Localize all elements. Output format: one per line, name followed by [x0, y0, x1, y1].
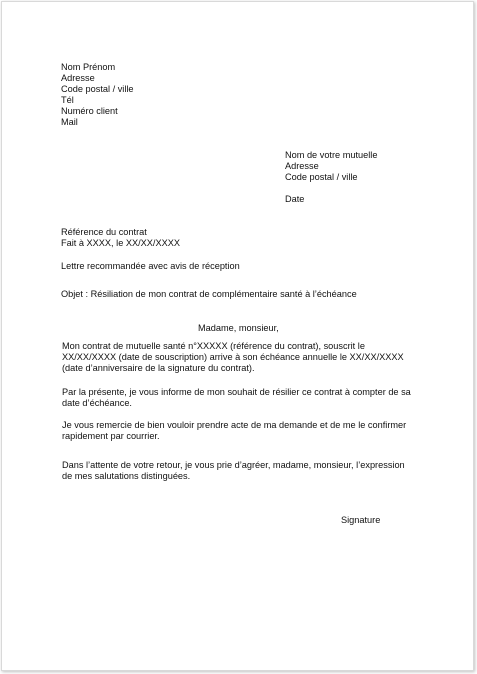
paragraph-line: Dans l’attente de votre retour, je vous prie d’agréer, madame, monsieur, l’expression: [62, 460, 405, 470]
contract-reference-block: [61, 227, 180, 249]
paragraph-line: date d’échéance.: [62, 398, 132, 408]
letter-subject: Objet : Résiliation de mon contrat de complémentaire santé à l’échéance: [61, 289, 357, 299]
recipient-address: Adresse: [285, 161, 319, 171]
recipient-postal-city: Code postal / ville: [285, 172, 358, 182]
letter-date: Date: [285, 194, 305, 204]
paragraph-line: Mon contrat de mutuelle santé n°XXXXX (référence du contrat), souscrit le: [62, 341, 365, 351]
paragraph-line: (date d’anniversaire de la signature du contrat).: [62, 363, 255, 373]
paragraph-closing: [62, 460, 422, 482]
paragraph-line: Par la présente, je vous informe de mon souhait de résilier ce contrat à compter de sa: [62, 387, 411, 397]
sender-phone: Tél: [61, 95, 74, 105]
paragraph-termination-notice: [62, 387, 422, 409]
sender-client-number: Numéro client: [61, 106, 118, 116]
sender-address: Adresse: [61, 73, 95, 83]
sender-email: Mail: [61, 117, 78, 127]
contract-reference: Référence du contrat: [61, 227, 147, 237]
sender-postal-city: Code postal / ville: [61, 84, 134, 94]
recipient-name: Nom de votre mutuelle: [285, 150, 378, 160]
recipient-address-block: [285, 150, 377, 183]
signature-label: Signature: [341, 515, 381, 525]
paragraph-contract-details: [62, 341, 422, 374]
paragraph-line: Je vous remercie de bien vouloir prendre acte de ma demande et de me le confirmer: [62, 420, 407, 430]
place-and-date: Fait à XXXX, le XX/XX/XXXX: [61, 238, 180, 248]
sender-name: Nom Prénom: [61, 62, 116, 72]
letter-page: [1, 1, 474, 671]
paragraph-line: rapidement par courrier.: [62, 431, 160, 441]
salutation: Madame, monsieur,: [198, 323, 279, 333]
paragraph-line: de mes salutations distinguées.: [62, 471, 191, 481]
registered-mail-note: Lettre recommandée avec avis de réception: [61, 261, 240, 271]
paragraph-line: XX/XX/XXXX (date de souscription) arrive à son échéance annuelle le XX/XX/XXXX: [62, 352, 404, 362]
paragraph-confirmation-request: [62, 420, 422, 442]
sender-address-block: [61, 62, 134, 128]
